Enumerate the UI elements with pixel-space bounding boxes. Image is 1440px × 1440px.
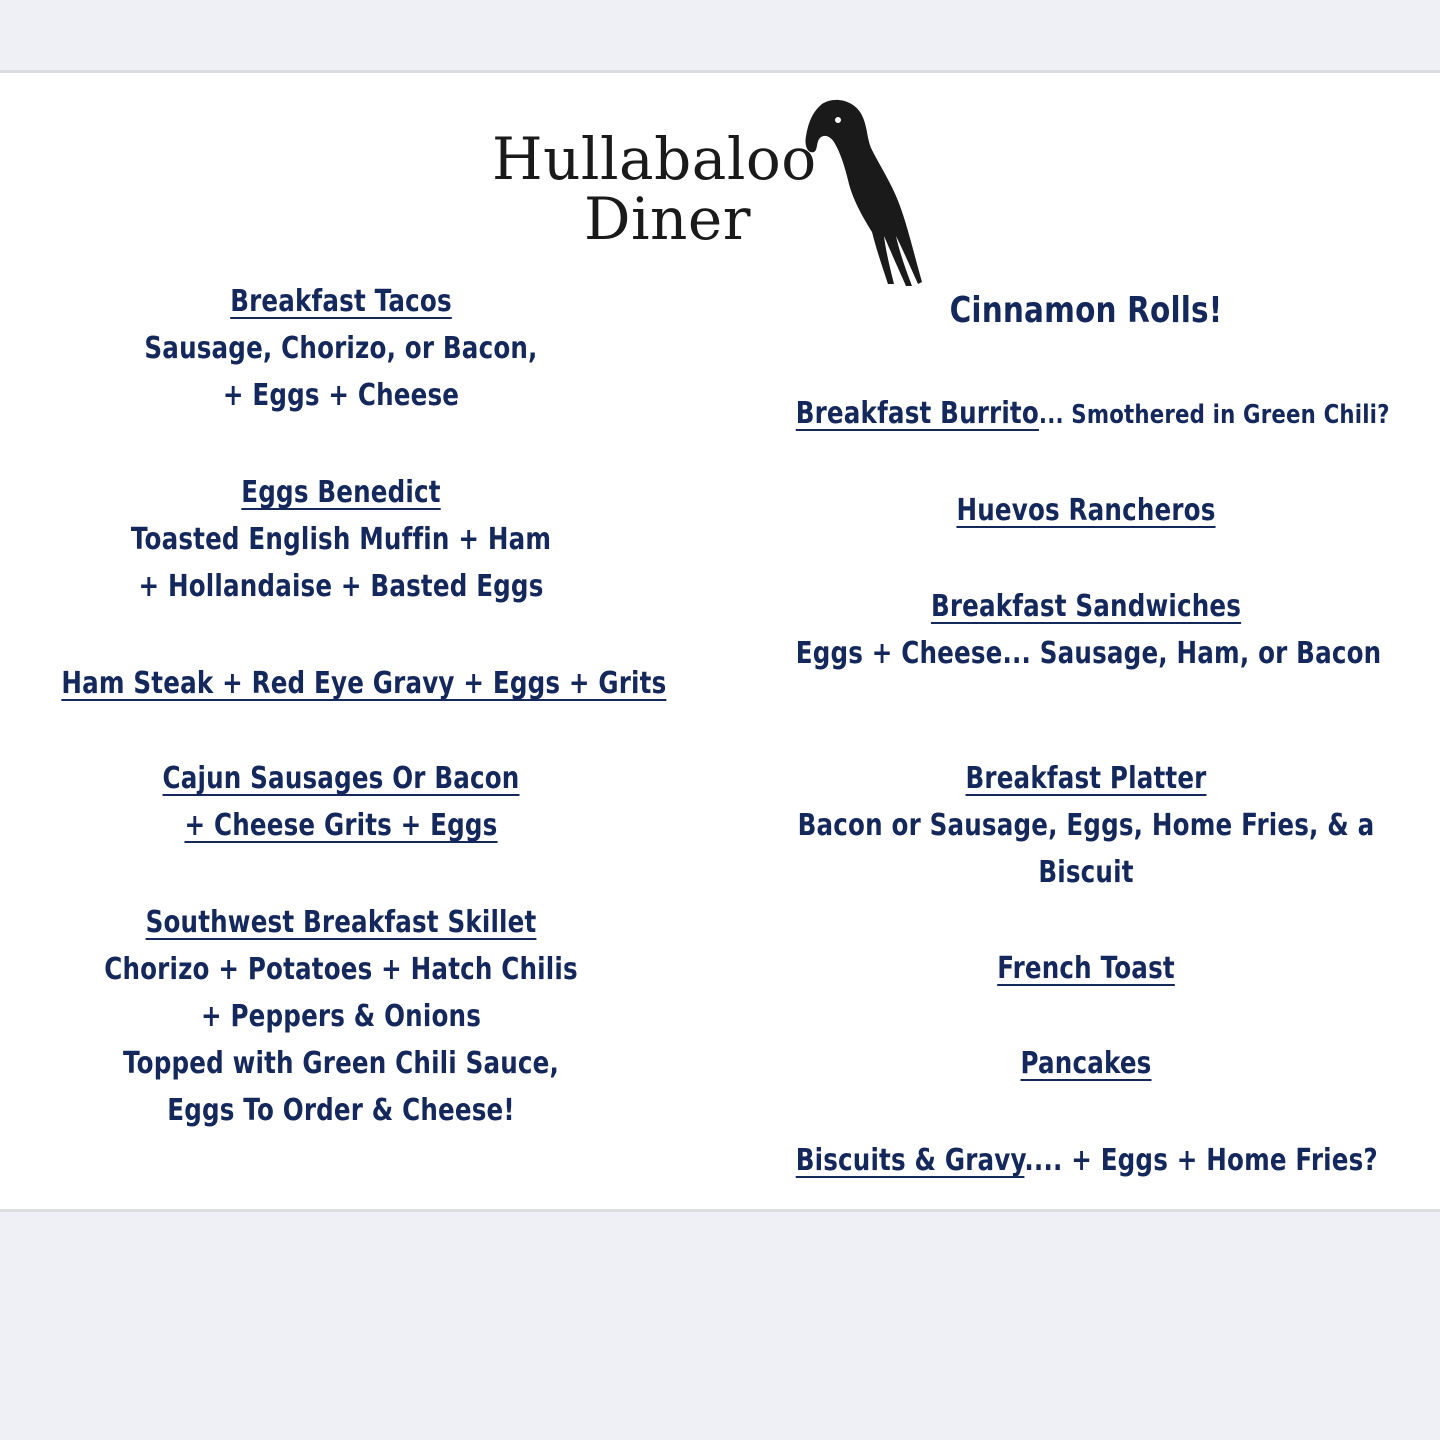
skillet-desc-1: Chorizo + Potatoes + Hatch Chilis — [104, 952, 578, 987]
burrito-suffix: ... Smothered in Green Chili? — [1038, 400, 1390, 430]
platter-section — [796, 755, 1377, 896]
sandwiches-desc-1: Eggs + Cheese... Sausage, Ham, or Bacon — [795, 636, 1382, 671]
breakfast-tacos-section — [61, 278, 620, 419]
skillet-desc-2: + Peppers & Onions — [200, 999, 482, 1034]
sandwiches-section — [795, 583, 1382, 677]
cajun-section — [61, 755, 620, 849]
burrito-section — [795, 390, 1390, 439]
skillet-title: Southwest Breakfast Skillet — [145, 905, 537, 940]
pancakes-section — [796, 1040, 1377, 1087]
logo-name-line1: Hullabaloo — [492, 125, 817, 193]
ham-steak-section — [61, 660, 667, 707]
skillet-section — [61, 899, 620, 1134]
cinnamon-rolls-title: Cinnamon Rolls! — [949, 290, 1223, 331]
eggs-benedict-desc-2: + Hollandaise + Basted Eggs — [138, 569, 544, 604]
sandwiches-title: Breakfast Sandwiches — [930, 589, 1242, 624]
french-toast-section — [796, 945, 1377, 992]
platter-desc-2: Biscuit — [1038, 855, 1134, 890]
pancakes-title: Pancakes — [1020, 1046, 1152, 1081]
burrito-title: Breakfast Burrito — [795, 396, 1039, 431]
french-toast-title: French Toast — [997, 951, 1175, 986]
skillet-desc-3: Topped with Green Chili Sauce, — [122, 1046, 560, 1081]
platter-desc-1: Bacon or Sausage, Eggs, Home Fries, & a — [797, 808, 1375, 843]
eggs-benedict-section — [61, 469, 620, 610]
ham-steak-title: Ham Steak + Red Eye Gravy + Eggs + Grits — [61, 666, 667, 701]
platter-title: Breakfast Platter — [965, 761, 1207, 796]
parrot-icon — [800, 98, 930, 288]
eggs-benedict-title: Eggs Benedict — [241, 475, 441, 510]
cajun-title-2: + Cheese Grits + Eggs — [184, 808, 498, 843]
huevos-title: Huevos Rancheros — [956, 493, 1216, 528]
biscuits-suffix: .... + Eggs + Home Fries? — [1024, 1143, 1378, 1178]
logo-name-line2: Diner — [584, 185, 751, 253]
breakfast-tacos-title: Breakfast Tacos — [230, 284, 452, 319]
biscuits-title: Biscuits & Gravy — [795, 1143, 1025, 1178]
cinnamon-rolls-section — [796, 287, 1377, 334]
biscuits-section — [796, 1137, 1377, 1184]
breakfast-tacos-desc-1: Sausage, Chorizo, or Bacon, — [144, 331, 538, 366]
cajun-title-1: Cajun Sausages Or Bacon — [162, 761, 520, 796]
skillet-desc-4: Eggs To Order & Cheese! — [167, 1093, 515, 1128]
eggs-benedict-desc-1: Toasted English Muffin + Ham — [130, 522, 552, 557]
huevos-section — [796, 487, 1377, 534]
breakfast-tacos-desc-2: + Eggs + Cheese — [222, 378, 460, 413]
